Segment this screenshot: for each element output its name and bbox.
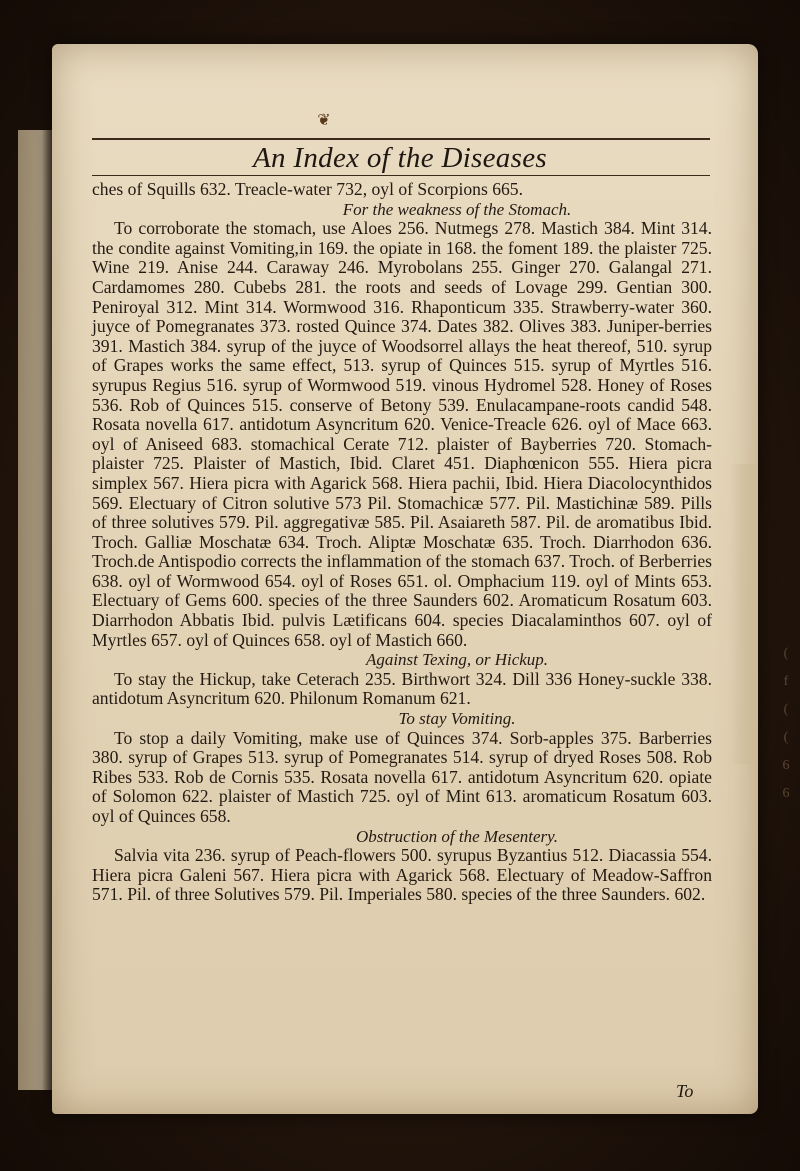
entry-paragraph-vomiting: To stop a daily Vomiting, make use of Quinces 374. Sorb-apples 375. Barberries 380. syrup of Grapes 513. syrup of Pomegranates 514. syrup of dryed Roses 508. Rob Ribes 533. Rob de Cornis 535. Rosata novella 617. antidotum Asyncritum 620. opiate of Solomon 622. plaister of Mastich 725. oyl of Mint 613. aromaticum Rosatum 603. oyl of Quinces 658. — [92, 727, 712, 826]
catchword: To — [676, 1081, 694, 1101]
section-heading-hickup: Against Texing, or Hickup. — [365, 650, 549, 670]
running-header: An Index of the Diseases — [253, 142, 547, 174]
header-rule-top — [92, 138, 710, 140]
fleuron-ornament: ❦ — [317, 112, 331, 129]
index-text-block — [92, 180, 712, 905]
section-heading-stomach: For the weakness of the Stomach. — [342, 199, 572, 219]
section-heading-vomiting: To stay Vomiting. — [398, 709, 516, 729]
facing-page-edge-letters: ( f ( ( 6 6 — [782, 646, 790, 801]
entry-paragraph-hickup: To stay the Hickup, take Ceterach 235. Birthwort 324. Dill 336 Honey-suckle 338. antidotum Asyncritum 620. Philonum Romanum 621. — [92, 668, 712, 709]
entry-paragraph-mesentery: Salvia vita 236. syrup of Peach-flowers 500. syrupus Byzantius 512. Diacassia 554. Hiera picra Galeni 567. Hiera picra with Agarick 568. Electuary of Meadow-Saffron 571. Pil. of three Solutives 579. Pil. Imperiales 580. species of the three Saunders. 602. — [92, 845, 712, 905]
entry-paragraph-stomach: To corroborate the stomach, use Aloes 256. Nutmegs 278. Mastich 384. Mint 314. the condite against Vomiting,in 169. the opiate in 168. the foment 189. the plaister 725. Wine 219. Anise 244. Caraway 246. Myrobolans 255. Ginger 270. Galangal 271. Cardamomes 280. Cubebs 281. the roots and seeds of Lovage 299. Gentian 300. Peniroyal 312. Mint 314. Wormwood 316. Rhaponticum 335. Strawberry-water 360. juyce of Pomegranates 373. rosted Quince 374. Dates 382. Olives 383. Juniper-berries 391. Mastich 384. syrup of the juyce of Woodsorrel allays the heat thereof, 510. syrup of Grapes works the same effect, 513. syrup of Quinces 515. syrup of Myrtles 516. syrupus Regius 516. syrup of Wormwood 519. vinous Hydromel 528. Honey of Roses 536. Rob of Quinces 515. conserve of Betony 539. Enulacampane-roots candid 548. Rosata novella 617. antidotum Asyncritum 620. Venice-Treacle 626. oyl of Mace 663. oyl of Aniseed 683. stomachical Cerate 712. plaister of Bayberries 720. Stomach-plaister 725. Plaister of Mastich, Ibid. Claret 451. Diaphœnicon 555. Hiera picra simplex 567. Hiera picra with Agarick 568. Hiera pachii, Ibid. Hiera Diacolocynthidos 569. Electuary of Citron solutive 573 Pil. Stomachicæ 577. Pil. Mastichinæ 589. Pills of three solutives 579. Pil. aggregativæ 585. Pil. Asaiareth 587. Pil. de aromatibus Ibid. Troch. Galliæ Moschatæ 634. Troch. Aliptæ Moschatæ 635. Troch. Diarrhodon 636. Troch.de Antispodio corrects the inflammation of the stomach 637. Troch. of Berberries 638. oyl of Wormwood 654. oyl of Roses 651. ol. Omphacium 119. oyl of Mints 653. Electuary of Gems 600. species of the three Saunders 602. Aromaticum Rosatum 603. Diarrhodon Abbatis Ibid. pulvis Lætificans 604. species Diacalaminthos 607. oyl of Myrtles 657. oyl of Quinces 658. oyl of Mastich 660. — [92, 218, 712, 650]
header-rule-bottom — [92, 175, 710, 176]
section-heading-mesentery: Obstruction of the Mesentery. — [355, 826, 559, 846]
page-fold-shadow — [730, 464, 758, 764]
continued-entry-line: ches of Squills 632. Treacle-water 732, oyl of Scorpions 665. — [92, 179, 523, 199]
